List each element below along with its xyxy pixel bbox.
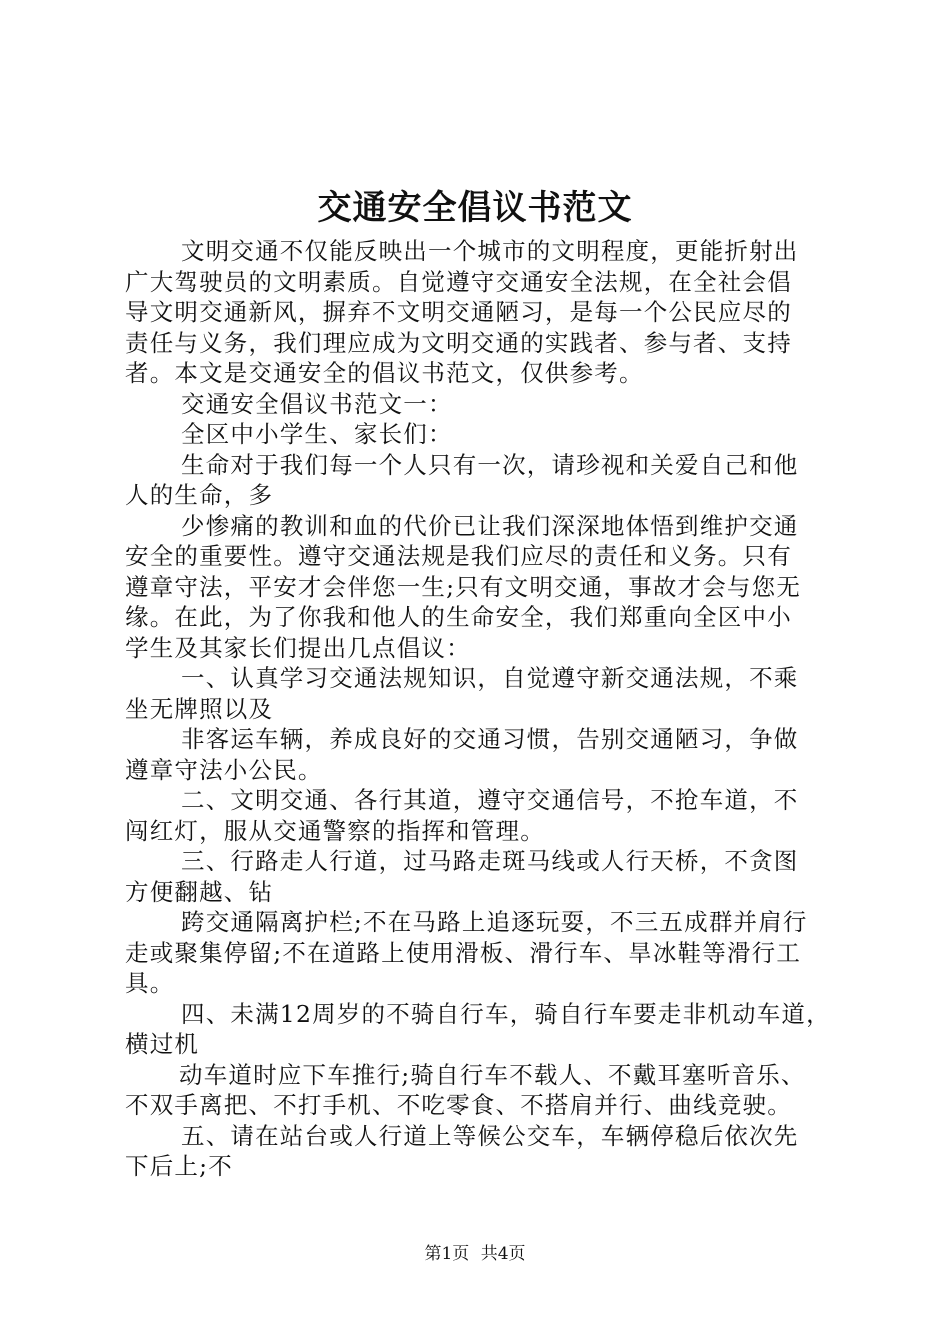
salutation: 全区中小学生、家长们： [181, 420, 453, 448]
text-line: 广大驾驶员的文明素质。自觉遵守交通安全法规，在全社会倡 [125, 267, 792, 296]
text-line: 导文明交通新风，摒弃不文明交通陋习，是每一个公民应尽的 [125, 298, 792, 326]
text-line: 人的生命，多 [125, 481, 274, 509]
text-line: 三、行路走人行道，过马路走斑马线或人行天桥，不贪图 [181, 847, 799, 875]
page-total: 共4页 [480, 1244, 526, 1264]
text-line: 遵章守法，平安才会伴您一生;只有文明交通，事故才会与您无 [125, 572, 802, 601]
page-number: 第1页 [424, 1244, 470, 1264]
document-body [125, 236, 835, 1182]
text-line: 缘。在此，为了你我和他人的生命安全，我们郑重向全区中小 [125, 603, 792, 631]
text-line: 学生及其家长们提出几点倡议： [125, 633, 471, 662]
text-line: 不双手离把、不打手机、不吃零食、不搭肩并行、曲线竞驶。 [125, 1091, 792, 1119]
text-line: 五、请在站台或人行道上等候公交车，车辆停稳后依次先 [181, 1121, 799, 1150]
page-footer [0, 1242, 950, 1266]
text-line: 跨交通隔离护栏;不在马路上追逐玩耍，不三五成群并肩行 [181, 908, 808, 936]
text-line: 方便翻越、钻 [125, 877, 274, 906]
text-line: 走或聚集停留;不在道路上使用滑板、滑行车、旱冰鞋等滑行工 [125, 938, 802, 967]
section-heading: 交通安全倡议书范文一： [181, 389, 453, 418]
text-line: 动车道时应下车推行;骑自行车不载人、不戴耳塞听音乐、 [179, 1060, 806, 1089]
text-line: 一、认真学习交通法规知识，自觉遵守新交通法规，不乘 [181, 664, 799, 692]
text-line: 闯红灯，服从交通警察的指挥和管理。 [125, 816, 545, 845]
text-line: 非客运车辆，养成良好的交通习惯，告别交通陋习，争做 [181, 725, 799, 753]
text-line: 下后上;不 [125, 1152, 233, 1180]
text-line: 横过机 [125, 1030, 200, 1058]
text-line: 文明交通不仅能反映出一个城市的文明程度，更能折射出 [181, 237, 799, 265]
text-line: 具。 [125, 969, 175, 997]
document-title: 交通安全倡议书范文 [317, 188, 633, 228]
text-line: 生命对于我们每一个人只有一次，请珍视和关爱自己和他 [181, 450, 799, 479]
text-line: 者。本文是交通安全的倡议书范文，仅供参考。 [125, 359, 644, 387]
text-line: 遵章守法小公民。 [125, 755, 323, 784]
text-line: 安全的重要性。遵守交通法规是我们应尽的责任和义务。只有 [125, 542, 792, 570]
text-line: 二、文明交通、各行其道，遵守交通信号，不抢车道，不 [181, 786, 799, 814]
text-line: 坐无牌照以及 [125, 694, 274, 723]
text-line: 少惨痛的教训和血的代价已让我们深深地体悟到维护交通 [181, 511, 799, 540]
text-line: 责任与义务，我们理应成为文明交通的实践者、参与者、支持 [125, 328, 792, 357]
text-line: 四、未满12周岁的不骑自行车，骑自行车要走非机动车道， [181, 999, 831, 1028]
